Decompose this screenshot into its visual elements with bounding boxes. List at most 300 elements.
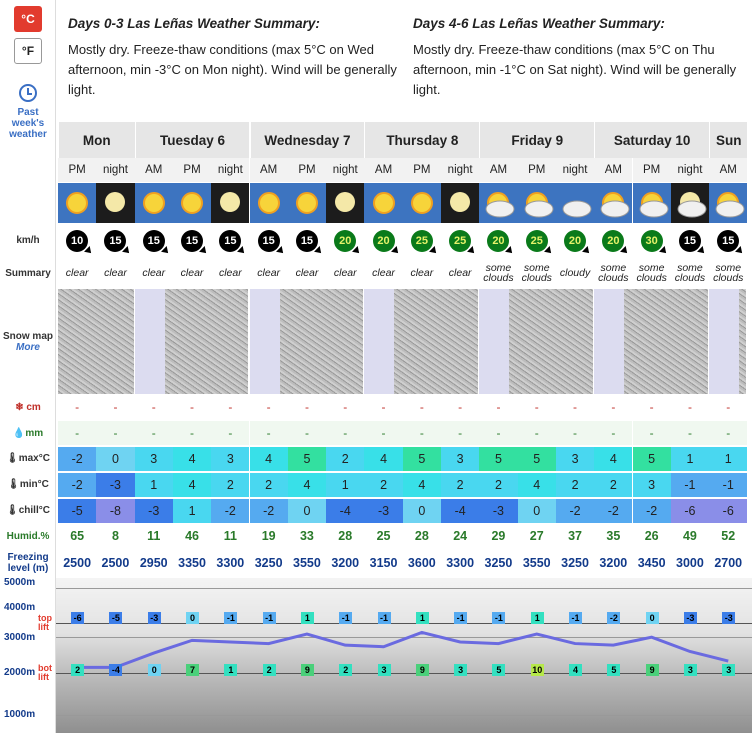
terrain-relief xyxy=(509,289,593,394)
humidity-value: 28 xyxy=(338,529,353,543)
humidity-value: 35 xyxy=(606,529,621,543)
top-lift-temp: -1 xyxy=(569,612,582,624)
wind-cell xyxy=(211,224,249,257)
max-temp: 2 xyxy=(326,447,364,471)
time-of-day: AM xyxy=(135,158,173,182)
terrain-relief xyxy=(624,289,708,394)
chill-row-label xyxy=(0,505,56,516)
wind-cell xyxy=(173,224,211,257)
humidity-value: 28 xyxy=(414,529,429,543)
wind-cell xyxy=(326,224,364,257)
rain-unit-label: mm xyxy=(25,428,44,439)
moon-icon xyxy=(441,183,479,223)
top-lift-temp: -1 xyxy=(339,612,352,624)
snow-value: - xyxy=(649,400,654,414)
bot-lift-temp: 3 xyxy=(722,664,735,676)
freezing-level-value: 3600 xyxy=(407,556,436,570)
moon-icon xyxy=(326,183,364,223)
summary-label: Summary xyxy=(5,268,51,279)
time-of-day: night xyxy=(211,158,249,182)
bot-lift-temp: 10 xyxy=(532,665,543,675)
min-unit-label: min°C xyxy=(19,479,49,490)
snow-map-image[interactable] xyxy=(58,289,134,394)
celsius-button[interactable]: °C xyxy=(14,6,42,32)
chill-temp: -6 xyxy=(671,499,709,523)
wind-cell xyxy=(441,224,479,257)
raindrop-icon: 💧 xyxy=(12,428,26,439)
min-temp: 1 xyxy=(326,473,364,497)
conditions-text: clear xyxy=(333,267,357,279)
wind-speed-badge: 25 xyxy=(526,230,548,252)
snow-value: - xyxy=(75,400,80,414)
humidity-value: 25 xyxy=(376,529,391,543)
max-temp: 3 xyxy=(441,447,479,471)
rain-value: - xyxy=(403,421,441,445)
time-of-day: PM xyxy=(403,158,441,182)
rain-value: - xyxy=(633,421,671,445)
humidity-value: 65 xyxy=(70,529,85,543)
terrain-relief xyxy=(58,289,134,394)
moon-icon xyxy=(211,183,249,223)
snow-map-image[interactable] xyxy=(250,289,364,394)
conditions-text: clear xyxy=(104,267,127,279)
snow-value: - xyxy=(343,400,348,414)
freezing-level-label: Freezing level (m) xyxy=(7,552,49,574)
thermometer-icon: 🌡 xyxy=(7,479,20,490)
freezing-level-value: 2500 xyxy=(63,556,92,570)
freezing-level-value: 3200 xyxy=(331,556,360,570)
freezing-level-value: 3200 xyxy=(599,556,628,570)
freezing-level-value: 3000 xyxy=(676,556,704,570)
snow-value: - xyxy=(113,400,118,414)
chill-temp: 1 xyxy=(173,499,211,523)
conditions-text: some clouds xyxy=(598,262,629,284)
time-of-day: PM xyxy=(58,158,96,182)
altitude-5000: 5000m xyxy=(4,577,36,588)
freezing-level-value: 2950 xyxy=(139,556,168,570)
freezing-level-value: 3550 xyxy=(522,556,551,570)
min-temp: 4 xyxy=(518,473,556,497)
snow-value: - xyxy=(419,400,424,414)
time-of-day: PM xyxy=(518,158,556,182)
bot-lift-label: bot lift xyxy=(38,663,52,682)
rain-value: - xyxy=(135,421,173,445)
moon-cloud-icon xyxy=(671,183,709,223)
wind-cell xyxy=(479,224,517,257)
max-temp: 4 xyxy=(250,447,288,471)
terrain-relief xyxy=(394,289,478,394)
wind-speed-badge: 25 xyxy=(411,230,433,252)
humidity-label: Humid.% xyxy=(6,531,50,542)
summary-days-4-6 xyxy=(413,16,748,100)
max-temp: 5 xyxy=(403,447,441,471)
humidity-value: 11 xyxy=(223,529,237,543)
humidity-value: 11 xyxy=(147,529,161,543)
wind-cell xyxy=(671,224,709,257)
humidity-value: 33 xyxy=(299,529,314,543)
chill-unit-label: chill°C xyxy=(18,505,50,516)
rain-value: - xyxy=(479,421,517,445)
top-lift-temp: 0 xyxy=(646,612,659,624)
day-header[interactable]: Sun xyxy=(709,122,747,158)
snow-value: - xyxy=(534,400,539,414)
top-lift-temp: -1 xyxy=(224,612,237,624)
thermometer-icon: 🌡 xyxy=(6,505,19,516)
max-temp: 1 xyxy=(671,447,709,471)
day-header[interactable]: Saturday 10 xyxy=(594,122,709,158)
wind-speed-badge: 15 xyxy=(679,230,701,252)
freezing-level-value: 3250 xyxy=(484,556,513,570)
conditions-text: some clouds xyxy=(521,262,552,284)
max-temp: 4 xyxy=(173,447,211,471)
conditions-text: some clouds xyxy=(483,262,514,284)
top-lift-temp: 1 xyxy=(416,612,429,624)
chill-temp: -2 xyxy=(250,499,288,523)
cloud-sun-icon xyxy=(518,183,556,223)
humidity-value: 19 xyxy=(261,529,276,543)
freezing-level-value: 3350 xyxy=(178,556,206,570)
wind-speed-badge: 15 xyxy=(296,230,318,252)
top-lift-temp: -1 xyxy=(378,612,391,624)
altitude-2000: 2000m xyxy=(4,667,36,678)
bot-lift-temp: 9 xyxy=(416,664,429,676)
conditions-text: clear xyxy=(372,267,395,279)
snow-map-more-link[interactable]: More xyxy=(16,342,40,353)
time-of-day: PM xyxy=(173,158,211,182)
top-lift-temp: 1 xyxy=(531,612,544,624)
bot-lift-temp: 9 xyxy=(301,664,314,676)
snow-map-image[interactable] xyxy=(364,289,478,394)
rain-value: - xyxy=(211,421,249,445)
max-temp: 1 xyxy=(709,447,747,471)
bot-lift-temp: 2 xyxy=(263,664,276,676)
conditions-text: some clouds xyxy=(636,262,667,284)
summary-text: Mostly dry. Freeze-thaw conditions (max 5°C on Wed afternoon, min -3°C on Mon night). Wind will be generally light. xyxy=(68,42,397,97)
min-temp: 2 xyxy=(594,473,632,497)
snow-value: - xyxy=(151,400,156,414)
min-temp: -2 xyxy=(58,473,96,497)
wind-cell xyxy=(364,224,402,257)
sun-icon xyxy=(58,183,96,223)
wind-speed-badge: 15 xyxy=(104,230,126,252)
top-lift-temp: -3 xyxy=(684,612,697,624)
altitude-1000: 1000m xyxy=(4,709,36,720)
moon-icon xyxy=(96,183,134,223)
terrain-relief xyxy=(739,289,746,394)
humidity-value: 24 xyxy=(453,529,468,543)
summary-title: Days 4-6 Las Leñas Weather Summary: xyxy=(413,16,665,31)
bot-lift-temp: 9 xyxy=(646,664,659,676)
wind-unit-label: km/h xyxy=(16,235,40,246)
sun-icon xyxy=(288,183,326,223)
rain-value: - xyxy=(96,421,134,445)
wind-speed-badge: 30 xyxy=(641,230,663,252)
top-lift-temp: -1 xyxy=(492,612,505,624)
snow-value: - xyxy=(190,400,195,414)
wind-speed-badge: 20 xyxy=(373,230,395,252)
freezing-level-value: 3250 xyxy=(561,556,589,570)
chill-temp: -2 xyxy=(594,499,632,523)
cloud-sun-icon xyxy=(479,183,517,223)
max-temp: 4 xyxy=(364,447,402,471)
max-temp: 4 xyxy=(594,447,632,471)
chill-temp: -3 xyxy=(135,499,173,523)
min-temp: -1 xyxy=(709,473,747,497)
bot-lift-temp: 5 xyxy=(607,664,620,676)
wind-speed-badge: 20 xyxy=(564,230,586,252)
humidity-value: 27 xyxy=(529,529,544,543)
terrain-relief xyxy=(165,289,249,394)
chill-temp: 0 xyxy=(403,499,441,523)
snow-value: - xyxy=(266,400,271,414)
clock-icon[interactable] xyxy=(19,84,37,102)
min-temp: 2 xyxy=(479,473,517,497)
time-of-day: night xyxy=(96,158,134,182)
snow-row-label xyxy=(0,402,56,413)
cloud-sun-icon xyxy=(709,183,747,223)
top-lift-temp: 1 xyxy=(301,612,314,624)
wind-cell xyxy=(518,224,556,257)
top-lift-temp: -1 xyxy=(454,612,467,624)
rain-value: - xyxy=(364,421,402,445)
chill-temp: -6 xyxy=(709,499,747,523)
rain-value: - xyxy=(250,421,288,445)
top-lift-temp: 0 xyxy=(186,612,199,624)
bot-lift-temp: 1 xyxy=(224,664,237,676)
day-header[interactable]: Wednesday 7 xyxy=(250,122,365,158)
chill-temp: -2 xyxy=(211,499,249,523)
past-week-link[interactable]: Past week's weather xyxy=(9,107,47,140)
snow-value: - xyxy=(458,400,463,414)
time-of-day: AM xyxy=(709,158,747,182)
snow-value: - xyxy=(573,400,578,414)
humidity-value: 26 xyxy=(644,529,659,543)
wind-speed-badge: 20 xyxy=(602,230,624,252)
top-lift-temp: -6 xyxy=(71,612,84,624)
min-temp: 4 xyxy=(173,473,211,497)
rain-value: - xyxy=(288,421,326,445)
wind-cell xyxy=(135,224,173,257)
sun-icon xyxy=(250,183,288,223)
summary-days-0-3 xyxy=(68,16,403,100)
summary-text: Mostly dry. Freeze-thaw conditions (max 5°C on Thu afternoon, min -1°C on Sat night). Wind will be generally light. xyxy=(413,42,737,97)
wind-cell xyxy=(250,224,288,257)
summary-title: Days 0-3 Las Leñas Weather Summary: xyxy=(68,16,320,31)
rain-value: - xyxy=(441,421,479,445)
max-temp: 5 xyxy=(479,447,517,471)
conditions-text: clear xyxy=(295,267,319,279)
humidity-value: 29 xyxy=(491,529,506,543)
max-temp: 3 xyxy=(135,447,173,471)
wind-cell xyxy=(288,224,326,257)
time-of-day: night xyxy=(671,158,709,182)
rain-value: - xyxy=(671,421,709,445)
min-temp: 2 xyxy=(556,473,594,497)
freezing-level-value: 3450 xyxy=(637,556,666,570)
altitude-3000: 3000m xyxy=(4,632,36,643)
snow-map-image[interactable] xyxy=(709,289,746,394)
chill-temp: 0 xyxy=(518,499,556,523)
wind-speed-badge: 10 xyxy=(66,230,88,252)
snow-value: - xyxy=(687,400,692,414)
time-of-day: night xyxy=(326,158,364,182)
freezing-level-value: 3300 xyxy=(216,556,245,570)
max-temp: -2 xyxy=(58,447,96,471)
wind-cell xyxy=(96,224,134,257)
wind-speed-badge: 15 xyxy=(717,230,739,252)
min-temp: 2 xyxy=(211,473,249,497)
wind-speed-badge: 25 xyxy=(449,230,471,252)
wind-speed-badge: 15 xyxy=(219,230,241,252)
rain-value: - xyxy=(594,421,632,445)
min-temp: 4 xyxy=(288,473,326,497)
cloud-sun-icon xyxy=(594,183,632,223)
rain-row-label xyxy=(0,428,56,439)
top-lift-temp: -3 xyxy=(722,612,735,624)
freezing-level-value: 3150 xyxy=(369,556,398,570)
wind-speed-badge: 15 xyxy=(258,230,280,252)
snow-value: - xyxy=(726,400,731,414)
chill-temp: -4 xyxy=(441,499,479,523)
conditions-text: clear xyxy=(218,267,242,279)
wind-speed-badge: 20 xyxy=(487,230,509,252)
min-temp: 1 xyxy=(135,473,173,497)
sun-icon xyxy=(403,183,441,223)
wind-speed-badge: 15 xyxy=(181,230,203,252)
rain-value: - xyxy=(58,421,96,445)
chill-temp: -5 xyxy=(58,499,96,523)
snow-value: - xyxy=(611,400,616,414)
humidity-value: 52 xyxy=(721,529,736,543)
sun-icon xyxy=(364,183,402,223)
terrain-relief xyxy=(280,289,364,394)
conditions-text: clear xyxy=(142,267,166,279)
freezing-level-trace xyxy=(77,632,728,667)
top-lift-temp: -1 xyxy=(263,612,276,624)
max-temp: 5 xyxy=(518,447,556,471)
min-temp: 2 xyxy=(250,473,288,497)
time-of-day: PM xyxy=(633,158,671,182)
wind-cell xyxy=(58,224,96,257)
humidity-value: 8 xyxy=(111,529,119,543)
fahrenheit-button[interactable]: °F xyxy=(14,38,42,64)
sun-icon xyxy=(173,183,211,223)
bot-lift-temp: 4 xyxy=(569,664,582,676)
snow-map-image[interactable] xyxy=(479,289,593,394)
min-temp: -1 xyxy=(671,473,709,497)
max-temp: 3 xyxy=(211,447,249,471)
humidity-value: 49 xyxy=(682,529,697,543)
time-of-day: AM xyxy=(364,158,402,182)
chill-temp: -2 xyxy=(633,499,671,523)
snowflake-icon: ❄ xyxy=(15,402,27,413)
conditions-text: some clouds xyxy=(674,262,706,284)
snow-unit-label: cm xyxy=(26,402,41,413)
day-header[interactable]: Thursday 8 xyxy=(364,122,479,158)
snow-map-image[interactable] xyxy=(594,289,708,394)
top-lift-temp: -2 xyxy=(607,612,620,624)
min-temp: 2 xyxy=(364,473,402,497)
bot-lift-temp: 2 xyxy=(71,664,84,676)
max-row-label xyxy=(0,453,56,464)
altitude-chart xyxy=(56,578,752,733)
wind-cell xyxy=(556,224,594,257)
min-temp: 2 xyxy=(441,473,479,497)
sun-icon xyxy=(135,183,173,223)
cloud-sun-icon xyxy=(633,183,671,223)
time-of-day: AM xyxy=(479,158,517,182)
snow-value: - xyxy=(496,400,501,414)
wind-speed-badge: 15 xyxy=(143,230,165,252)
rain-value: - xyxy=(173,421,211,445)
max-temp: 0 xyxy=(96,447,134,471)
freezing-level-value: 3250 xyxy=(254,556,283,570)
top-lift-temp: -3 xyxy=(148,612,161,624)
chill-temp: -4 xyxy=(326,499,364,523)
day-header[interactable]: Mon xyxy=(58,122,135,158)
chill-temp: 0 xyxy=(288,499,326,523)
altitude-4000: 4000m xyxy=(4,602,36,613)
time-of-day: AM xyxy=(250,158,288,182)
chill-temp: -3 xyxy=(364,499,402,523)
snow-value: - xyxy=(381,400,386,414)
conditions-text: some clouds xyxy=(713,262,744,284)
rain-value: - xyxy=(326,421,364,445)
wind-cell xyxy=(403,224,441,257)
bot-lift-temp: 7 xyxy=(186,664,199,676)
min-row-label xyxy=(0,479,56,490)
freezing-level-value: 3550 xyxy=(293,556,321,570)
rain-value: - xyxy=(518,421,556,445)
humidity-value: 46 xyxy=(185,529,199,543)
bot-lift-temp: 5 xyxy=(492,664,505,676)
chill-temp: -8 xyxy=(96,499,134,523)
top-lift-temp: -5 xyxy=(109,612,122,624)
bot-lift-temp: 3 xyxy=(378,664,391,676)
conditions-text: clear xyxy=(65,267,89,279)
conditions-text: clear xyxy=(257,267,281,279)
day-header[interactable]: Tuesday 6 xyxy=(135,122,250,158)
rain-value: - xyxy=(556,421,594,445)
min-temp: -3 xyxy=(96,473,134,497)
min-temp: 4 xyxy=(403,473,441,497)
min-temp: 3 xyxy=(633,473,671,497)
snow-map-image[interactable] xyxy=(135,289,249,394)
rain-value: - xyxy=(709,421,747,445)
day-header[interactable]: Friday 9 xyxy=(479,122,594,158)
max-temp: 5 xyxy=(288,447,326,471)
freezing-level-line xyxy=(56,578,752,733)
chill-temp: -2 xyxy=(556,499,594,523)
freezing-level-value: 3300 xyxy=(446,556,475,570)
time-of-day: AM xyxy=(594,158,632,182)
max-unit-label: max°C xyxy=(18,453,50,464)
conditions-text: clear xyxy=(180,267,204,279)
time-of-day: night xyxy=(556,158,594,182)
wind-speed-badge: 20 xyxy=(334,230,356,252)
weather-summary xyxy=(56,0,752,122)
conditions-text: clear xyxy=(448,267,472,279)
conditions-text: clear xyxy=(410,267,434,279)
freezing-level-value: 2700 xyxy=(714,556,743,570)
time-of-day: night xyxy=(441,158,479,182)
max-temp: 5 xyxy=(633,447,671,471)
humidity-value: 37 xyxy=(568,529,582,543)
bot-lift-temp: 2 xyxy=(339,664,352,676)
snow-map-label: Snow map xyxy=(2,331,53,342)
conditions-text: cloudy xyxy=(559,267,591,279)
snow-value: - xyxy=(228,400,233,414)
